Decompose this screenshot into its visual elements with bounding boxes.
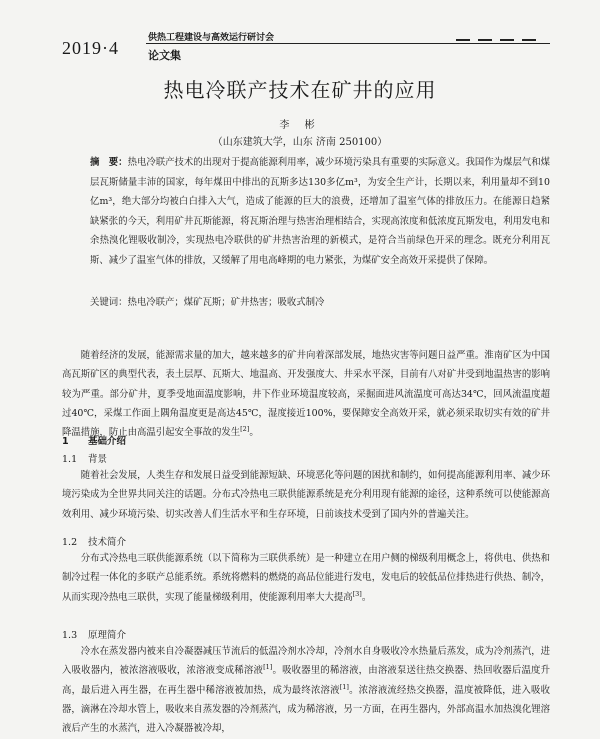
abstract-label: 摘 要： [90, 157, 128, 168]
principle-text-b: 。吸收器里的稀溶液，由溶液泵送往热交换器、热回收器后温度升高，最后进入再生器，在再生器中稀溶液被加热，成为最终浓溶液 [62, 665, 550, 696]
subsection-title: 技术简介 [88, 537, 127, 548]
technology-text: 分布式冷热电三联供能源系统（以下简称为三联供系统）是一种建立在用户侧的梯级利用概念上，将供电、供热和制冷过程一体化的多联产总能系统。系统将燃料的燃烧的高品位能进行发电，发电后的较低品位排热进行供热、制冷，从而实现冷热电三联供，实现了能量梯级利用，使能源利用率大大提高 [62, 553, 550, 603]
citation: [1] [339, 682, 349, 691]
section-label: 论文集 [148, 49, 181, 62]
subsection-title: 原理简介 [88, 630, 127, 641]
principle-paragraph [62, 642, 550, 738]
keywords-text: 热电冷联产；煤矿瓦斯；矿井热害；吸收式制冷 [127, 297, 325, 308]
subsection-number: 1.2 [62, 537, 78, 548]
conference-name: 供热工程建设与高效运行研讨会 [148, 33, 275, 43]
subsection-heading-1-2 [62, 534, 126, 548]
author-affiliation: （山东建筑大学，山东 济南 250100） [212, 137, 388, 148]
subsection-number: 1.3 [62, 630, 78, 641]
subsection-heading-1-1 [62, 451, 107, 465]
technology-paragraph [62, 549, 550, 607]
abstract [90, 153, 550, 270]
subsection-title: 背景 [88, 454, 108, 465]
subsection-number: 1.1 [62, 454, 78, 465]
header-dash [500, 39, 514, 41]
abstract-text: 热电冷联产技术的出现对于提高能源利用率，减少环境污染具有重要的实际意义。我国作为煤层气和煤层瓦斯储量丰沛的国家，每年煤田中排出的瓦斯多达130多亿m³，为安全生产计，长期以来，利用量却不到10亿m³，绝大部分均被白白排入大气，造成了能源的巨大的浪费，还增加了温室气体的排放压力。在能源日趋紧缺紧张的今天，利用矿井瓦斯能源，将瓦斯治理与热害治理相结合，实现高浓度和低浓度瓦斯发电，利用发电和余热溴化锂吸收制冷，实现热电冷联供的矿井热害治理的新模式，是符合当前绿色开采的理念。既充分利用瓦斯、减少了温室气体的排放，又缓解了用电高峰期的电力紧张，为煤矿安全高效开采提供了保障。 [90, 157, 550, 266]
header-dash [522, 39, 536, 41]
background-paragraph: 随着社会发展，人类生存和发展日益受到能源短缺、环境恶化等问题的困扰和制约，如何提高能源利用率、减少环境污染成为全世界共同关注的话题。分布式冷热电三联供能源系统是充分利用现有能源的途径，这种系统可以使能源高效利用、减少环境污染、切实改善人们生活水平和生存环境，日前该技术受到了国内外的普遍关注。 [62, 470, 550, 520]
intro-paragraph [62, 346, 550, 442]
paper-title: 热电冷联产技术在矿井的应用 [163, 78, 437, 102]
section-title: 基础介绍 [88, 436, 127, 447]
subsection-heading-1-3 [62, 627, 126, 641]
issue-number: 2019·4 [62, 38, 119, 58]
intro-end: 。 [249, 427, 259, 439]
author-name: 李 彬 [279, 120, 321, 131]
section-heading-1 [62, 433, 126, 447]
header-dash [456, 39, 470, 41]
keywords [90, 293, 550, 313]
principle-text-a: 冷水在蒸发器内被来自冷凝器减压节流后的低温冷剂水冷却，冷剂水自身吸收冷水热量后蒸发，成为冷剂蒸汽，进入吸收器内，被浓溶液吸收，浓溶液变成稀溶液 [62, 646, 550, 677]
keywords-label: 关键词： [90, 297, 128, 308]
header-rule [146, 43, 550, 44]
header-dash [478, 39, 492, 41]
citation: [2] [240, 425, 250, 434]
citation: [3] [352, 589, 362, 598]
citation: [1] [263, 663, 273, 672]
section-number: 1 [62, 436, 69, 447]
intro-text: 随着经济的发展，能源需求量的加大，越来越多的矿井向着深部发展，地热灾害等问题日益严重。淮南矿区为中国高瓦斯矿区的典型代表，表土层厚、瓦斯大、地温高、开发强度大、井采水平深，目前有八对矿井受到地温热害的影响较为严重。部分矿井，夏季受地面温度影响，井下作业环境温度较高，采掘面进风流温度可高达34℃，回风流温度超过40℃，采煤工作面上隅角温度更是高达45℃，湿度接近100%，要保障安全高效开采，就必须采取切实有效的矿井降温措施，防止由高温引起安全事故的发生 [62, 350, 550, 439]
technology-end: 。 [361, 591, 372, 603]
principle-text-c: 。浓溶液流经热交换器，温度被降低，进入吸收器，滴淋在冷却水管上，吸收来自蒸发器的冷剂蒸汽，成为稀溶液，另一方面，在再生器内，外部高温水加热溴化锂溶液后产生的水蒸汽，进入冷凝器被冷却， [62, 684, 550, 735]
